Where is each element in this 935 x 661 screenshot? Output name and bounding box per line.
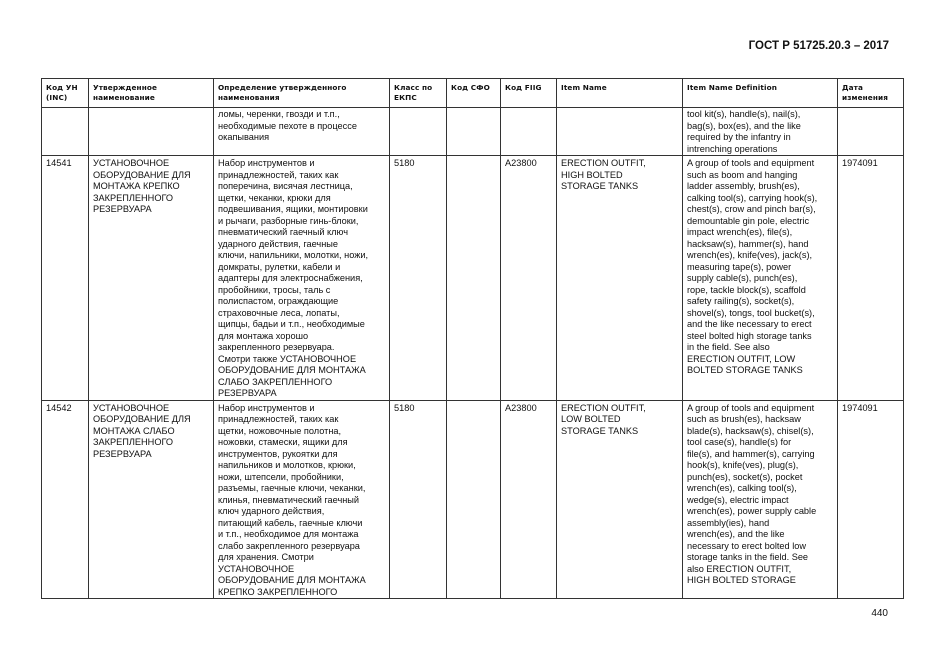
cell-sfo [447, 156, 501, 401]
cell-inc: 14542 [42, 400, 89, 599]
cell-fiig [501, 108, 557, 156]
cell-sfo [447, 400, 501, 599]
cell-item-name: ERECTION OUTFIT, HIGH BOLTED STORAGE TANKS [557, 156, 683, 401]
cell-definition: ломы, черенки, гвозди и т.п., необходимые пехоте в процессе окапывания [214, 108, 390, 156]
cell-inc [42, 108, 89, 156]
col-header-fiig: Код FIIG [501, 79, 557, 108]
table-header-row [42, 79, 904, 108]
definitions-table [41, 78, 904, 599]
cell-inc: 14541 [42, 156, 89, 401]
cell-approved-name: УСТАНОВОЧНОЕ ОБОРУДОВАНИЕ ДЛЯ МОНТАЖА КРЕПКО ЗАКРЕПЛЕННОГО РЕЗЕРВУАРА [89, 156, 214, 401]
table-row [42, 156, 904, 401]
col-header-item-definition: Item Name Definition [683, 79, 838, 108]
table-row-continuation [42, 108, 904, 156]
cell-item-definition: A group of tools and equipment such as brush(es), hacksaw blade(s), hacksaw(s), chisel(s), tool case(s), handle(s) for file(s), and hammer(s), carrying hook(s), knife(ves), plug(s), punch(es), socket(s), pocket wrench(es), calking tool(s), wedge(s), electric impact wrench(es), power supply cable assembly(ies), hand wrench(es), and the like necessary to erect bolted low storage tanks in the field. See also ERECTION OUTFIT, HIGH BOLTED STORAGE [683, 400, 838, 599]
cell-item-name: ERECTION OUTFIT, LOW BOLTED STORAGE TANKS [557, 400, 683, 599]
cell-class: 5180 [390, 400, 447, 599]
col-header-sfo: Код СФО [447, 79, 501, 108]
cell-fiig: A23800 [501, 156, 557, 401]
cell-item-name [557, 108, 683, 156]
col-header-class: Класс по ЕКПС [390, 79, 447, 108]
col-header-inc: Код УН (INC) [42, 79, 89, 108]
cell-class: 5180 [390, 156, 447, 401]
cell-definition: Набор инструментов и принадлежностей, таких как поперечина, висячая лестница, щетки, чеканки, крюки для подвешивания, ящики, монтировки и рычаги, разборные гинь-блоки, пневматический гаечный ключ ударного действия, гаечные ключи, напильники, молотки, ножи, домкраты, рулетки, кабели и адаптеры для электроснабжения, пробойники, тросы, таль с полиспастом, ограждающие страховочные леса, лопаты, щипцы, бадьи и т.п., необходимые для монтажа хорошо закрепленного резервуара. Смотри также УСТАНОВОЧНОЕ ОБОРУДОВАНИЕ ДЛЯ МОНТАЖА СЛАБО ЗАКРЕПЛЕННОГО РЕЗЕРВУАРА [214, 156, 390, 401]
standard-header: ГОСТ Р 51725.20.3 – 2017 [748, 40, 889, 52]
page-number: 440 [871, 608, 888, 619]
cell-sfo [447, 108, 501, 156]
table-row [42, 400, 904, 599]
cell-class [390, 108, 447, 156]
cell-approved-name: УСТАНОВОЧНОЕ ОБОРУДОВАНИЕ ДЛЯ МОНТАЖА СЛАБО ЗАКРЕПЛЕННОГО РЕЗЕРВУАРА [89, 400, 214, 599]
cell-date [838, 108, 904, 156]
cell-definition: Набор инструментов и принадлежностей, таких как щетки, ножовочные полотна, ножовки, стамески, ящики для инструментов, рукоятки для напильников и молотков, крюки, ножи, штепсели, пробойники, разъемы, гаечные ключи, чеканки, клинья, пневматический гаечный ключ ударного действия, питающий кабель, гаечные ключи и т.п., необходимое для монтажа слабо закрепленного резервуара для хранения. Смотри УСТАНОВОЧНОЕ ОБОРУДОВАНИЕ ДЛЯ МОНТАЖА КРЕПКО ЗАКРЕПЛЕННОГО [214, 400, 390, 599]
col-header-item-name: Item Name [557, 79, 683, 108]
col-header-date: Дата изменения [838, 79, 904, 108]
cell-date: 1974091 [838, 400, 904, 599]
col-header-definition: Определение утвержденного наименования [214, 79, 390, 108]
col-header-approved-name: Утвержденное наименование [89, 79, 214, 108]
cell-item-definition: A group of tools and equipment such as boom and hanging ladder assembly, brush(es), calking tool(s), carrying hook(s), chest(s), crow and pinch bar(s), demountable gin pole, electric impact wrench(es), file(s), hacksaw(s), hammer(s), hand wrench(es), knife(ves), jack(s), measuring tape(s), power supply cable(s), punch(es), rope, tackle block(s), scaffold safety railing(s), socket(s), shovel(s), tongs, tool bucket(s), and the like necessary to erect steel bolted high storage tanks in the field. See also ERECTION OUTFIT, LOW BOLTED STORAGE TANKS [683, 156, 838, 401]
cell-fiig: A23800 [501, 400, 557, 599]
cell-approved-name [89, 108, 214, 156]
cell-date: 1974091 [838, 156, 904, 401]
cell-item-definition: tool kit(s), handle(s), nail(s), bag(s), box(es), and the like required by the infantry in intrenching operations [683, 108, 838, 156]
